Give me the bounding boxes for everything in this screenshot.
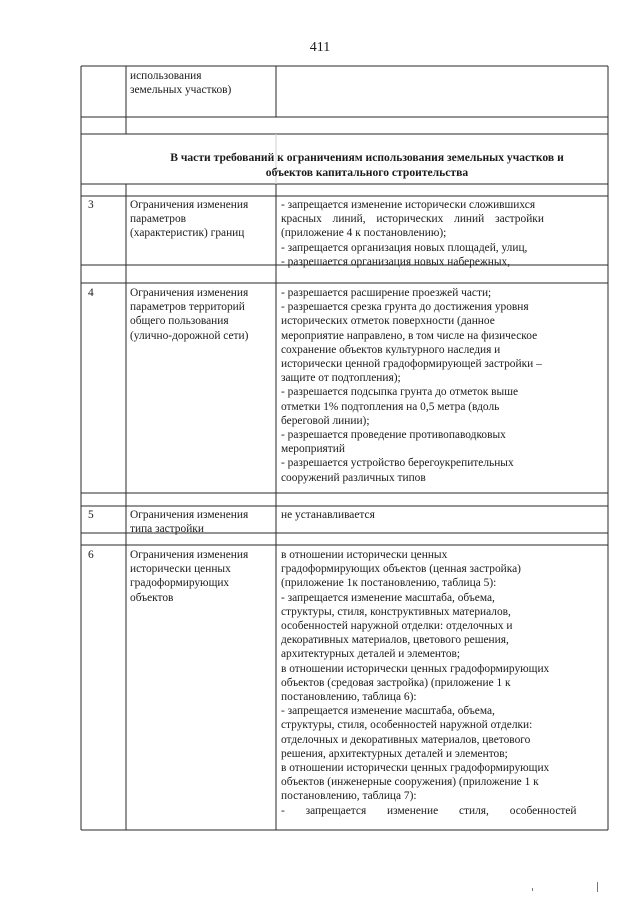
text-line: - разрешается расширение проезжей части; <box>281 287 492 299</box>
text-line: особенностей наружной отделки: отделочных и <box>281 620 513 633</box>
text-line: объектов <box>130 591 174 604</box>
row-name <box>130 286 248 343</box>
text-line: сооружений различных типов <box>281 471 426 484</box>
text-line: градоформирующих объектов (ценная застройка) <box>281 563 521 576</box>
heading-line: объектов капитального строительства <box>265 165 469 179</box>
text-line: декоративных материалов, цветового решения, <box>281 634 509 647</box>
text-line: красных линий, исторических линий застройки <box>281 213 544 226</box>
text-line: отделочных и декоративных материалов, цветового <box>281 733 531 746</box>
text-line: не устанавливается <box>281 509 375 521</box>
row-requirements <box>281 198 544 269</box>
row-name <box>130 198 248 241</box>
text-line: (характеристик) границ <box>130 227 245 240</box>
text-line: в отношении исторически ценных градоформирующих <box>281 762 550 775</box>
text-line: мероприятий <box>281 443 345 456</box>
text-line: постановлению, таблица 7): <box>281 790 417 803</box>
text-line: земельных участков) <box>130 84 232 97</box>
scan-mark <box>597 882 598 892</box>
text-line: - запрещается изменение исторически сложившихся <box>281 199 536 211</box>
row-name <box>130 548 248 605</box>
text-line: - запрещается изменение стиля, особенностей <box>281 804 577 817</box>
row-number: 6 <box>88 549 94 561</box>
text-line: объектов (инженерные сооружения) (приложение 1 к <box>281 776 539 789</box>
row-number: 3 <box>88 199 94 211</box>
text-line: параметров <box>130 213 187 226</box>
text-line: архитектурных деталей и элементов; <box>281 648 461 661</box>
text-line: (приложение 4 к постановлению); <box>281 227 447 240</box>
text-line: в отношении исторически ценных <box>281 549 448 561</box>
row-requirements <box>281 286 542 485</box>
text-line: структуры, стиля, конструктивных материалов, <box>281 605 511 618</box>
text-line: использования <box>130 70 202 82</box>
row-number: 5 <box>88 509 94 521</box>
text-line: Ограничения изменения <box>130 199 249 211</box>
text-line: - разрешается проведение противопаводковых <box>281 429 506 442</box>
section-heading <box>126 151 608 180</box>
text-line: объектов (средовая застройка) (приложение 1 к <box>281 676 511 689</box>
top-row-name <box>130 69 231 97</box>
scan-mark <box>532 888 533 891</box>
heading-line: В части требований к ограничениям использования земельных участков и <box>170 151 564 164</box>
text-line: постановлению, таблица 6): <box>281 691 417 704</box>
text-line: отметки 1% подтопления на 0,5 метра (вдоль <box>281 400 500 413</box>
row-requirements <box>281 508 375 522</box>
text-line: - запрещается изменение масштаба, объема, <box>281 591 495 604</box>
text-line: типа застройки <box>130 523 204 536</box>
text-line: - разрешается срезка грунта до достижения уровня <box>281 301 529 314</box>
text-line: - разрешается организация новых набережных, <box>281 255 511 268</box>
text-line: Ограничения изменения <box>130 287 249 299</box>
text-line: исторически ценных <box>130 563 231 576</box>
text-line: сохранение объектов культурного наследия и <box>281 343 501 356</box>
text-line: в отношении исторически ценных градоформирующих <box>281 662 550 675</box>
text-line: (приложение 1к постановлению, таблица 5): <box>281 577 497 590</box>
text-line: общего пользования <box>130 315 229 328</box>
text-line: структуры, стиля, особенностей наружной отделки: <box>281 719 533 732</box>
row-requirements <box>281 548 577 818</box>
text-line: исторически ценной градоформирующей застройки – <box>281 358 542 371</box>
text-line: решения, архитектурных деталей и элементов; <box>281 747 508 760</box>
text-line: Ограничения изменения <box>130 549 249 561</box>
text-line: исторических отметок поверхности (данное <box>281 315 495 328</box>
text-line: градоформирующих <box>130 577 230 590</box>
row-name <box>130 508 248 536</box>
text-line: - запрещается организация новых площадей, улиц, <box>281 241 528 254</box>
page-number: 411 <box>309 40 331 55</box>
text-line: береговой линии); <box>281 414 370 427</box>
row-number: 4 <box>88 287 94 299</box>
text-line: Ограничения изменения <box>130 509 249 521</box>
text-line: мероприятие направлено, в том числе на физическое <box>281 329 538 342</box>
text-line: параметров территорий <box>130 301 245 314</box>
text-line: (улично-дорожной сети) <box>130 329 249 342</box>
text-line: - разрешается устройство берегоукрепительных <box>281 457 514 470</box>
text-line: - разрешается подсыпка грунта до отметок выше <box>281 386 519 399</box>
text-line: защите от подтопления); <box>281 372 401 385</box>
text-line: - запрещается изменение масштаба, объема, <box>281 705 495 718</box>
